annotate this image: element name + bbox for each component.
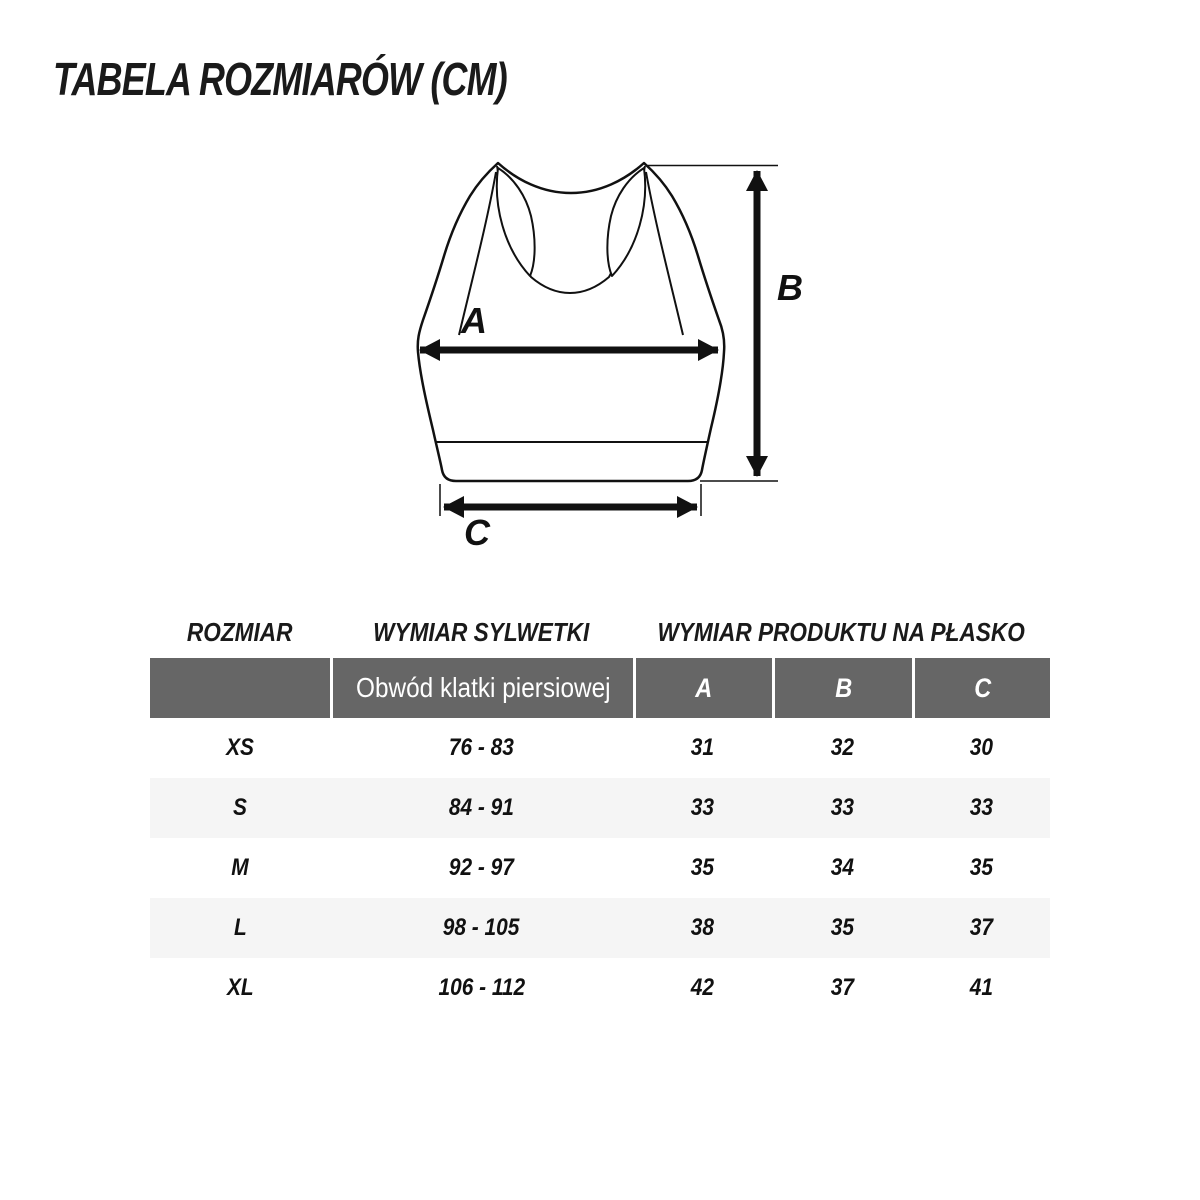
cell-a-value: 42 <box>690 974 715 1001</box>
header-cell-chest: Obwód klatki piersiowej <box>330 658 633 718</box>
cell-a-value: 33 <box>633 778 772 838</box>
cell-c-value: 41 <box>969 974 993 1001</box>
cell-size: XS <box>226 734 254 761</box>
group-header-size: ROZMIAR <box>187 616 293 647</box>
cell-c-value: 33 <box>912 778 1050 838</box>
cell-chest-range: 98 - 105 <box>330 898 633 958</box>
header-cell-b: B <box>772 658 912 718</box>
measure-label-b: B <box>777 267 803 308</box>
measure-label-a: A <box>461 300 487 341</box>
size-table <box>150 658 1050 1018</box>
cell-a-value: 31 <box>690 734 715 761</box>
cell-b-value: 32 <box>830 734 854 761</box>
page-title-text: TABELA ROZMIARÓW (CM) <box>53 53 507 105</box>
header-cell-c: C <box>912 658 1050 718</box>
table-row-xs <box>150 718 1050 778</box>
header-cell-a: A <box>633 658 772 718</box>
cell-c-value: 37 <box>912 898 1050 958</box>
table-row-m <box>150 838 1050 898</box>
group-header-product-flat: WYMIAR PRODUKTU NA PŁASKO <box>657 616 1026 647</box>
cell-chest-range: 92 - 97 <box>448 854 515 881</box>
cell-b-value: 33 <box>772 778 912 838</box>
table-header-row <box>150 658 1050 718</box>
measure-label-c: C <box>464 512 490 553</box>
cell-c-value: 35 <box>969 854 993 881</box>
cell-chest-range: 84 - 91 <box>330 778 633 838</box>
cell-size: M <box>231 854 249 881</box>
cell-size: S <box>150 778 330 838</box>
cell-size: L <box>150 898 330 958</box>
cell-b-value: 37 <box>830 974 854 1001</box>
cell-chest-range: 76 - 83 <box>448 734 515 761</box>
cell-a-value: 38 <box>633 898 772 958</box>
table-row-l <box>150 898 1050 958</box>
header-cell-size <box>150 658 330 718</box>
cell-b-value: 35 <box>772 898 912 958</box>
group-header-body-measure: WYMIAR SYLWETKI <box>373 616 590 647</box>
table-row-xl <box>150 958 1050 1018</box>
cell-c-value: 30 <box>969 734 993 761</box>
cell-chest-range: 106 - 112 <box>438 974 525 1001</box>
table-row-s <box>150 778 1050 838</box>
cell-b-value: 34 <box>830 854 854 881</box>
cell-size: XL <box>226 974 254 1001</box>
cell-a-value: 35 <box>690 854 715 881</box>
